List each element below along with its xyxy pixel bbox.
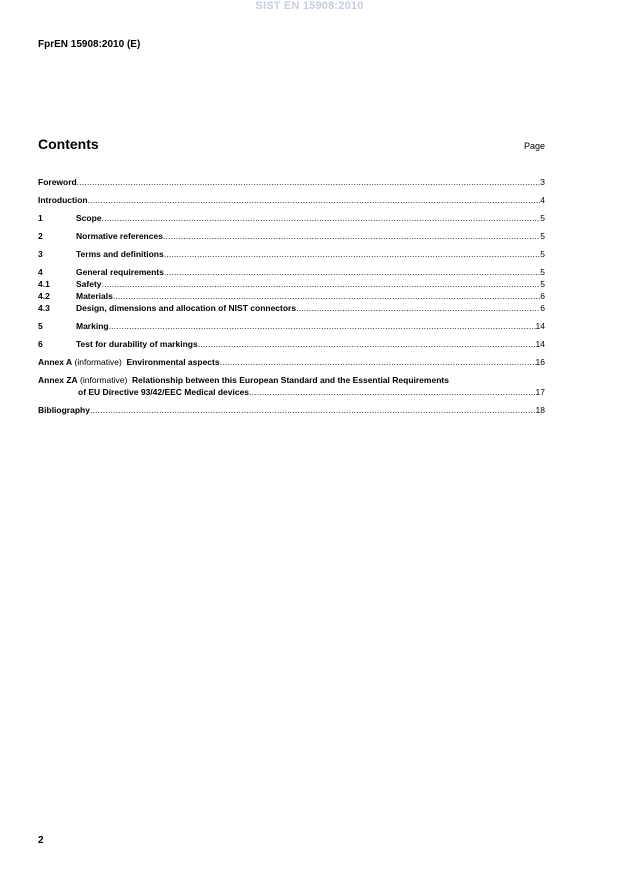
toc-entry-page: 5 [540,213,545,223]
toc-entry-page: 17 [535,387,545,397]
toc-entry-title: Design, dimensions and allocation of NIST connectors [76,303,297,313]
toc-entry-page: 5 [540,267,545,277]
toc-entry-title: Safety [76,279,102,289]
toc-entry-number: 2 [38,231,43,241]
toc-entry-title: Marking [76,321,109,331]
toc-leader-dots [102,278,541,290]
toc-leader-dots [249,386,536,398]
toc-entry-page: 16 [535,357,545,367]
toc-leader-dots [163,230,540,242]
toc-entry-title: Scope [76,213,102,223]
page-number: 2 [38,835,44,846]
toc-entry-introduction[interactable] [38,194,545,206]
annex-qualifier: (informative) [74,357,122,367]
toc-entry-durability-test[interactable] [38,338,545,350]
toc-entry-title: Environmental aspects [126,357,220,367]
toc-entry-title: Terms and definitions [76,249,164,259]
toc-entry-title-line2: of EU Directive 93/42/EEC Medical devices [78,387,250,397]
toc-entry-title: Foreword [38,177,77,187]
toc-entry-marking[interactable] [38,320,545,332]
toc-entry-bibliography[interactable] [38,404,545,416]
toc-leader-dots [113,290,540,302]
toc-entry-title-line1: Relationship between this European Standard and the Essential Requirements [132,375,449,385]
toc-entry-page: 5 [540,231,545,241]
toc-entry-number: 3 [38,249,43,259]
toc-entry-page: 5 [540,279,545,289]
toc-entry-page: 14 [535,339,545,349]
toc-entry-safety[interactable] [38,278,545,290]
toc-leader-dots [164,266,540,278]
annex-label: Annex ZA [38,375,78,385]
watermark: SIST EN 15908:2010 [255,0,364,12]
toc-entry-normative-references[interactable] [38,230,545,242]
toc-entry-page: 6 [540,303,545,313]
toc-entry-title: Materials [76,291,113,301]
page-column-label: Page [523,141,545,151]
toc-entry-annex-a[interactable] [38,356,545,368]
toc-leader-dots [88,194,541,206]
toc-entry-title: Test for durability of markings [76,339,198,349]
toc-leader-dots [296,302,540,314]
annex-label: Annex A [38,357,73,367]
toc-entry-scope[interactable] [38,212,545,224]
toc-entry-number: 4.1 [38,279,50,289]
toc-entry-number: 4.3 [38,303,50,313]
toc-entry-terms-and-definitions[interactable] [38,248,545,260]
toc-entry-materials[interactable] [38,290,545,302]
toc-leader-dots [102,212,541,224]
toc-leader-dots [198,338,536,350]
table-of-contents [38,176,545,416]
toc-leader-dots [90,404,536,416]
toc-leader-dots [164,248,541,260]
toc-entry-general-requirements[interactable] [38,266,545,278]
toc-leader-dots [220,356,536,368]
toc-entry-page: 18 [535,405,545,415]
annex-qualifier: (informative) [80,375,128,385]
contents-heading: Contents [38,136,99,152]
toc-entry-design-dimensions[interactable] [38,302,545,314]
toc-entry-number: 5 [38,321,43,331]
toc-entry-foreword[interactable] [38,176,545,188]
toc-entry-page: 14 [535,321,545,331]
toc-entry-number: 1 [38,213,43,223]
toc-entry-title: General requirements [76,267,164,277]
toc-entry-title: Bibliography [38,405,90,415]
toc-entry-title: Introduction [38,195,88,205]
toc-entry-title: Normative references [76,231,163,241]
toc-entry-page: 5 [540,249,545,259]
toc-entry-page: 4 [540,195,545,205]
toc-entry-annex-za[interactable] [38,374,545,398]
toc-leader-dots [109,320,536,332]
toc-entry-number: 6 [38,339,43,349]
document-identifier: FprEN 15908:2010 (E) [38,39,141,50]
toc-leader-dots [77,176,541,188]
toc-entry-page: 6 [540,291,545,301]
toc-entry-page: 3 [540,177,545,187]
toc-entry-number: 4 [38,267,43,277]
toc-entry-number: 4.2 [38,291,50,301]
